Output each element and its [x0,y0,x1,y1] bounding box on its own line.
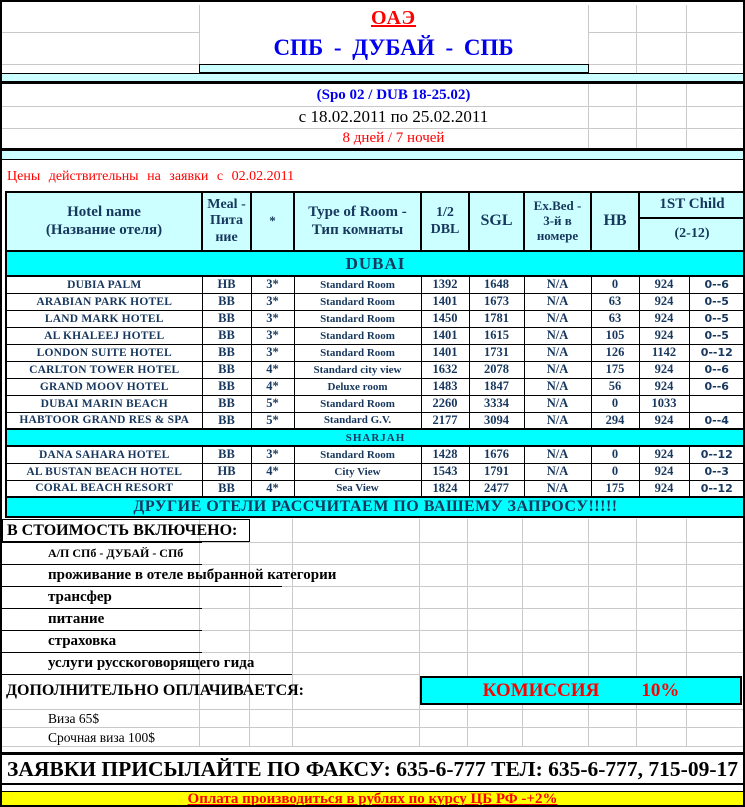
cell-dbl: 2177 [421,412,469,429]
cell-dbl: 1824 [421,480,469,497]
included-item: питание [48,610,105,627]
cell-room: City View [294,463,421,480]
cell-age: 0--5 [689,310,745,327]
visa-item: Срочная виза 100$ [48,730,156,745]
cell-age: 0--6 [689,276,745,293]
cell-sgl: 1615 [469,327,524,344]
cell-hb: 294 [591,412,639,429]
cell-child: 924 [639,378,689,395]
other-hotels-banner-row [6,497,745,517]
cell-age: 0--6 [689,378,745,395]
col-header-sgl: SGL [469,192,524,251]
cell-hb: 175 [591,361,639,378]
cell-stars: 3* [251,344,294,361]
cell-exbed: N/A [524,395,591,412]
col-header-room: Type of Room - Тип комнаты [294,192,421,251]
cell-exbed: N/A [524,378,591,395]
cell-hb: 0 [591,276,639,293]
cell-hb: 0 [591,395,639,412]
col-header-child: 1ST Child [639,192,745,218]
cell-name: DUBAI MARIN BEACH [6,395,202,412]
cell-sgl: 1791 [469,463,524,480]
gridline [522,519,523,746]
cell-stars: 5* [251,395,294,412]
cell-border [2,674,292,675]
cell-name: HABTOOR GRAND RES & SPA [6,412,202,429]
cell-dbl: 1392 [421,276,469,293]
cell-room: Standard Room [294,344,421,361]
cell-room: Sea View [294,480,421,497]
cell-meal: BB [202,327,251,344]
route-title: СПБ - ДУБАЙ - СПБ [273,35,514,60]
cell-meal: HB [202,276,251,293]
country-title: ОАЭ [370,7,417,29]
hotel-row [6,412,745,429]
cell-age: 0--12 [689,344,745,361]
cell-age: 0--6 [689,361,745,378]
cell-hb: 63 [591,293,639,310]
col-header-hb: HB [591,192,639,251]
cell-hb: 175 [591,480,639,497]
cell-name: LONDON SUITE HOTEL [6,344,202,361]
cell-exbed: N/A [524,412,591,429]
cell-meal: BB [202,378,251,395]
other-hotels-banner: ДРУГИЕ ОТЕЛИ РАССЧИТАЕМ ПО ВАШЕМУ ЗАПРОСУ!!!!! [6,497,745,517]
cell-exbed: N/A [524,446,591,463]
section-band-row [6,429,745,446]
gridline [2,32,199,33]
cell-meal: BB [202,480,251,497]
commission-label: КОМИССИЯ [482,679,600,701]
col-header-hotel: Hotel name (Название отеля) [6,192,202,251]
cell-meal: BB [202,310,251,327]
gridline [199,519,200,746]
cell-child: 1142 [639,344,689,361]
cell-exbed: N/A [524,310,591,327]
gridline [202,630,743,631]
cell-room: Standard G.V. [294,412,421,429]
col-header-exbed: Ex.Bed - 3-й в номере [524,192,591,251]
cell-hb: 0 [591,446,639,463]
cell-exbed: N/A [524,480,591,497]
cell-stars: 4* [251,480,294,497]
col-header-child-age: (2-12) [639,218,745,251]
gridline [636,519,637,746]
cell-name: AL BUSTAN BEACH HOTEL [6,463,202,480]
cell-room: Standard Room [294,293,421,310]
cell-meal: BB [202,293,251,310]
cell-child: 924 [639,293,689,310]
hotel-table-body [6,251,745,517]
cell-name: DUBIA PALM [6,276,202,293]
cell-meal: HB [202,463,251,480]
cell-dbl: 1450 [421,310,469,327]
cell-dbl: 2260 [421,395,469,412]
cell-meal: BB [202,344,251,361]
cell-stars: 3* [251,327,294,344]
cell-sgl: 3094 [469,412,524,429]
cell-age: 0--3 [689,463,745,480]
cell-room: Standard Room [294,327,421,344]
cell-child: 924 [639,412,689,429]
cell-stars: 5* [251,412,294,429]
cell-name: LAND MARK HOTEL [6,310,202,327]
gridline [202,586,743,587]
cell-child: 924 [639,480,689,497]
cell-stars: 3* [251,446,294,463]
hotel-row [6,361,745,378]
included-section-title: В СТОИМОСТЬ ВКЛЮЧЕНО: [2,519,250,542]
payment-note-banner: Оплата производиться в рублях по курсу ЦБ РФ -+2% [2,791,743,807]
cell-exbed: N/A [524,344,591,361]
cell-name: DANA SAHARA HOTEL [6,446,202,463]
contact-banner: ЗАЯВКИ ПРИСЫЛАЙТЕ ПО ФАКСУ: 635-6-777 ТЕЛ: 635-6-777, 715-09-17 [2,755,743,785]
cell-sgl: 2078 [469,361,524,378]
price-validity-note: Цены действительны на заявки с 02.02.2011 [7,168,295,184]
cell-child: 924 [639,276,689,293]
col-header-stars: * [251,192,294,251]
gridline [2,64,199,65]
gridline [419,519,420,746]
cell-hb: 56 [591,378,639,395]
cell-meal: BB [202,412,251,429]
included-item: проживание в отеле выбранной категории [48,566,337,583]
cell-name: CORAL BEACH RESORT [6,480,202,497]
commission-value: 10% [641,679,680,701]
cell-hb: 63 [591,310,639,327]
cell-sgl: 1648 [469,276,524,293]
cell-stars: 4* [251,463,294,480]
cell-sgl: 2477 [469,480,524,497]
hotel-row [6,293,745,310]
cell-room: Deluxe room [294,378,421,395]
section-title: SHARJAH [6,429,745,446]
tour-code: (Spo 02 / DUB 18-25.02) [316,86,471,103]
separator-band-2 [2,151,743,160]
cell-stars: 4* [251,361,294,378]
included-item: трансфер [48,588,112,605]
cell-room: Standard city view [294,361,421,378]
cell-sgl: 1781 [469,310,524,327]
cell-child: 924 [639,446,689,463]
cell-name: ARABIAN PARK HOTEL [6,293,202,310]
included-item: страховка [48,632,117,649]
cell-sgl: 1731 [469,344,524,361]
cell-hb: 105 [591,327,639,344]
hotel-price-table [5,191,745,518]
cell-age: 0--12 [689,480,745,497]
cell-dbl: 1543 [421,463,469,480]
cell-sgl: 3334 [469,395,524,412]
cell-name: GRAND MOOV HOTEL [6,378,202,395]
cell-dbl: 1428 [421,446,469,463]
section-band-row [6,251,745,276]
hotel-row [6,480,745,497]
cell-exbed: N/A [524,327,591,344]
cell-border [2,586,282,587]
hotel-row [6,395,745,412]
col-header-dbl: 1/2 DBL [421,192,469,251]
cell-stars: 3* [251,293,294,310]
cell-hb: 0 [591,463,639,480]
cell-child: 924 [639,463,689,480]
separator-band [2,73,743,84]
gridline [2,727,743,728]
cell-exbed: N/A [524,276,591,293]
cell-age: 0--5 [689,293,745,310]
gridline [588,32,743,33]
gridline [467,519,468,746]
cell-age: 0--5 [689,327,745,344]
cell-dbl: 1401 [421,327,469,344]
cell-exbed: N/A [524,463,591,480]
gridline [292,519,293,746]
cell-child: 924 [639,327,689,344]
cell-meal: BB [202,446,251,463]
tour-duration: 8 дней / 7 ночей [342,129,445,146]
gridline [202,608,743,609]
section-title: DUBAI [6,251,745,276]
cell-dbl: 1401 [421,293,469,310]
cell-stars: 4* [251,378,294,395]
cell-dbl: 1483 [421,378,469,395]
cell-sgl: 1676 [469,446,524,463]
cell-room: Standard Room [294,276,421,293]
gridline [2,709,743,710]
gridline [588,519,589,746]
cell-sgl: 1673 [469,293,524,310]
included-item: А/П СПб - ДУБАЙ - СПб [48,545,184,560]
cell-dbl: 1401 [421,344,469,361]
cell-child: 924 [639,310,689,327]
cell-stars: 3* [251,276,294,293]
cell-age [689,395,745,412]
visa-item: Виза 65$ [48,711,100,726]
cell-age: 0--4 [689,412,745,429]
commission-box [420,676,742,705]
cell-meal: BB [202,395,251,412]
gridline [202,652,743,653]
cell-name: AL KHALEEJ HOTEL [6,327,202,344]
hotel-row [6,463,745,480]
cell-exbed: N/A [524,361,591,378]
gridline [588,64,743,65]
cell-dbl: 1632 [421,361,469,378]
hotel-row [6,327,745,344]
hotel-row [6,310,745,327]
hotel-row [6,344,745,361]
cell-exbed: N/A [524,293,591,310]
gridline [686,519,687,746]
cell-stars: 3* [251,310,294,327]
cell-room: Standard Room [294,446,421,463]
tour-dates: с 18.02.2011 по 25.02.2011 [298,107,489,126]
col-header-meal: Meal - Пита ние [202,192,251,251]
included-item: услуги русскоговорящего гида [48,654,255,671]
extra-section-title: ДОПОЛНИТЕЛЬНО ОПЛАЧИВАЕТСЯ: [6,682,305,699]
cell-name: CARLTON TOWER HOTEL [6,361,202,378]
cell-sgl: 1847 [469,378,524,395]
cell-age: 0--12 [689,446,745,463]
gridline [202,542,743,543]
cell-room: Standard Room [294,310,421,327]
hotel-row [6,276,745,293]
cell-hb: 126 [591,344,639,361]
gridline [249,519,250,746]
cell-child: 1033 [639,395,689,412]
title-underline-band [199,64,589,73]
cell-child: 924 [639,361,689,378]
cell-meal: BB [202,361,251,378]
hotel-row [6,378,745,395]
hotel-row [6,446,745,463]
cell-room: Standard Room [294,395,421,412]
